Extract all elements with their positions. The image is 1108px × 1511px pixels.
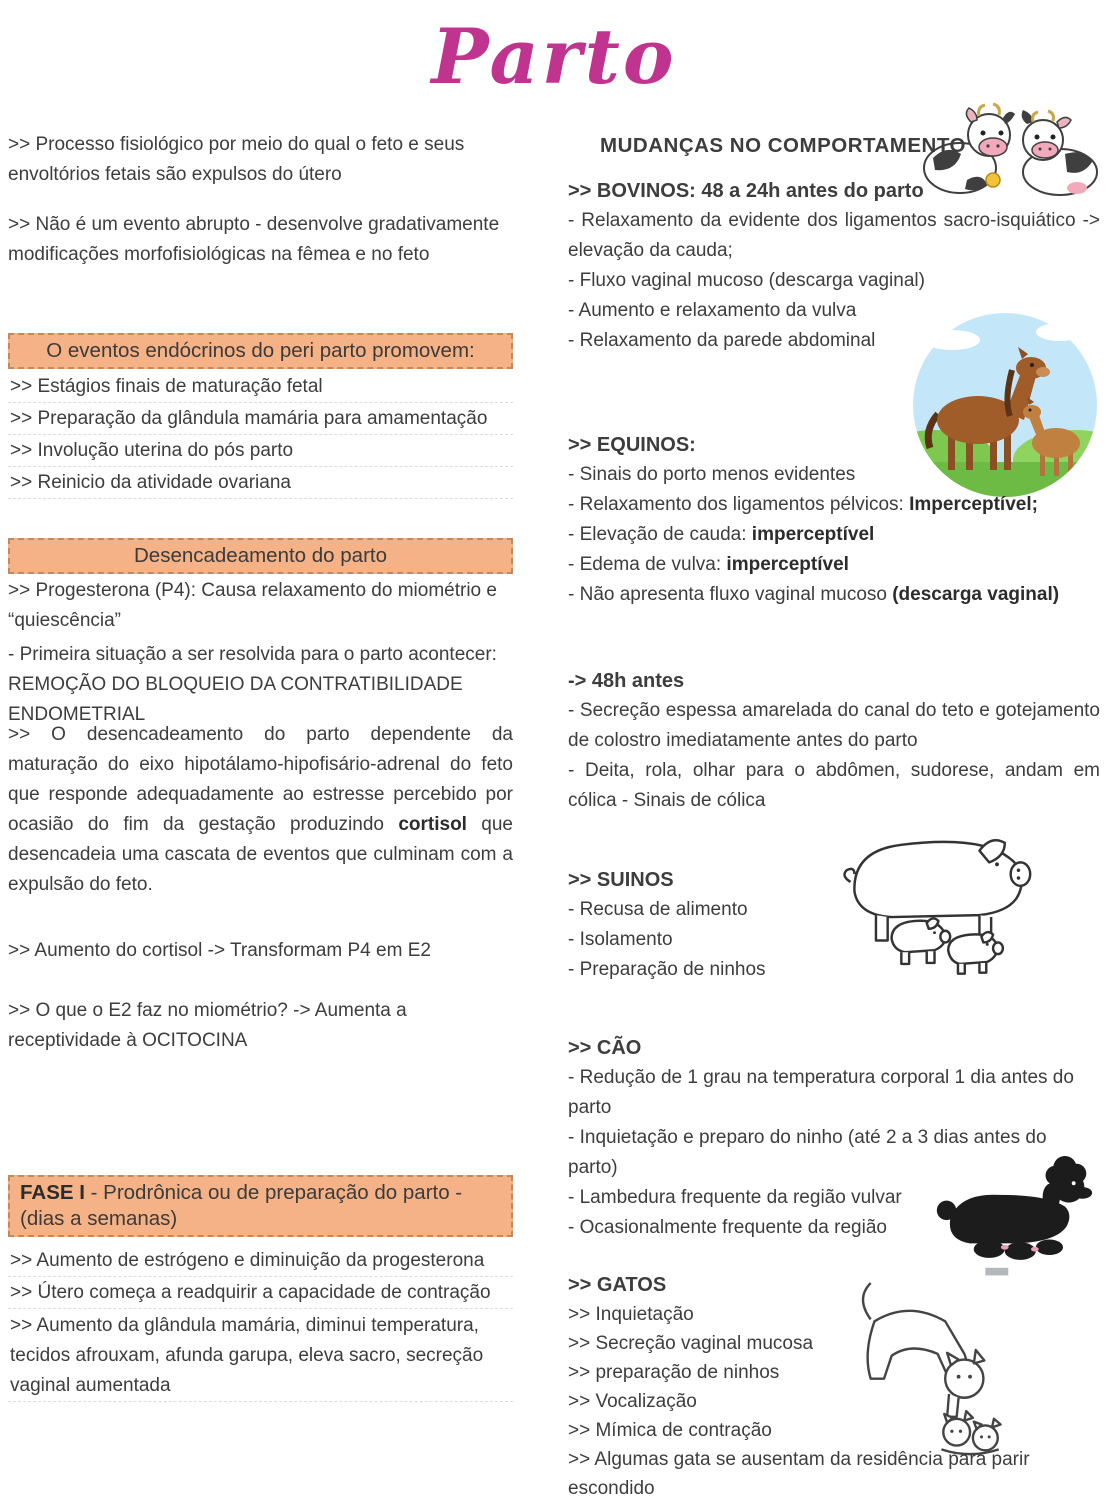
cao-item: - Inquietação e preparo do ninho (até 2 a 3 dias antes do parto)	[568, 1127, 1047, 1178]
suinos-item: - Recusa de alimento	[568, 899, 748, 920]
section-header-mudancas: MUDANÇAS NO COMPORTAMENTO	[600, 134, 966, 157]
highlight-box-fase1	[8, 1175, 513, 1237]
equinos-item-text: - Elevação de cauda:	[568, 524, 752, 545]
poodle-icon	[931, 1150, 1096, 1262]
equinos-item	[568, 550, 1100, 580]
highlight-box-endocrine-events: O eventos endócrinos do peri parto promovem:	[8, 333, 513, 369]
behavior-header-row	[568, 134, 1100, 158]
left-column	[8, 118, 513, 1510]
bovinos-item: - Fluxo vaginal mucoso (descarga vaginal)	[568, 270, 925, 291]
fase1-list	[8, 1245, 513, 1402]
equinos-item-bold: imperceptível	[726, 554, 849, 575]
equinos-item-text: - Não apresenta fluxo vaginal mucoso	[568, 584, 893, 605]
bovinos-title: >> BOVINOS: 48 a 24h antes do parto	[568, 180, 924, 202]
columns	[8, 118, 1100, 1510]
cao-item: - Redução de 1 grau na temperatura corporal 1 dia antes do parto	[568, 1067, 1074, 1118]
equinos-item-bold: (descarga vaginal)	[892, 584, 1060, 605]
h48-item: - Secreção espessa amarelada do canal do teto e gotejamento de colostro imediatamente antes do parto	[568, 700, 1100, 751]
bovinos-item: - Relaxamento da evidente dos ligamentos sacro-isquiático -> elevação da cauda;	[568, 210, 1100, 261]
bovinos-item: - Relaxamento da parede abdominal	[568, 330, 876, 351]
cao-item: - Ocasionalmente frequente da região	[568, 1217, 887, 1238]
desencadeamento-text-1: >> O desencadeamento do parto dependente da maturação do eixo hipotálamo-hipofisário-adrenal do feto que responde adequadamente ao estresse percebido por ocasião do fim da gestação produzindo	[8, 724, 513, 835]
gatos-item: >> Vocalização	[568, 1391, 697, 1412]
intro-paragraph-2: >> Não é um evento abrupto - desenvolve gradativamente modificações morfofisiológicas na fêmea e no feto	[8, 214, 500, 265]
cortisol-bold-text: cortisol	[398, 814, 467, 835]
equinos-item	[568, 580, 1100, 610]
page-title: Parto	[431, 12, 677, 101]
list-item: >> Involução uterina do pós parto	[8, 435, 513, 467]
list-item: >> Aumento da glândula mamária, diminui temperatura, tecidos afrouxam, afunda garupa, eleva sacro, secreção vaginal aumentada	[8, 1309, 513, 1402]
suinos-title: >> SUINOS	[568, 869, 674, 891]
fase1-bold-text: FASE I	[20, 1181, 85, 1204]
equinos-item-bold: Imperceptível;	[909, 494, 1038, 515]
equinos-item-bold: imperceptível	[751, 524, 875, 545]
primeira-situacao-paragraph: - Primeira situação a ser resolvida para o parto acontecer: REMOÇÃO DO BLOQUEIO DA CONTRATIBILIDADE ENDOMETRIAL	[8, 644, 497, 725]
suinos-item: - Isolamento	[568, 929, 673, 950]
suinos-item: - Preparação de ninhos	[568, 959, 766, 980]
h48-item: - Deita, rola, olhar para o abdômen, sudorese, andam em cólica - Sinais de cólica	[568, 760, 1100, 811]
equinos-title: >> EQUINOS:	[568, 434, 696, 456]
h48-section	[568, 666, 1100, 816]
list-item: >> Estágios finais de maturação fetal	[8, 371, 513, 403]
equinos-item-text: - Edema de vulva:	[568, 554, 727, 575]
fase1-rest-text: - Prodrônica ou de preparação do parto - (dias a semanas)	[20, 1181, 463, 1230]
bovinos-item: - Aumento e relaxamento da vulva	[568, 300, 857, 321]
gatos-section	[568, 1270, 1100, 1503]
h48-title: -> 48h antes	[568, 670, 685, 692]
list-item: >> Reinicio da atividade ovariana	[8, 467, 513, 499]
gatos-item: >> Mímica de contração	[568, 1420, 772, 1441]
dog-illustration	[931, 1150, 1096, 1262]
equinos-item	[568, 490, 1100, 520]
cao-item: - Lambedura frequente da região vulvar	[568, 1187, 902, 1208]
progesterona-paragraph: >> Progesterona (P4): Causa relaxamento do miométrio e “quiescência”	[8, 580, 497, 631]
cortisol-e2-paragraph: >> Aumento do cortisol -> Transformam P4 em E2	[8, 940, 431, 961]
intro-paragraph-1: >> Processo fisiológico por meio do qual o feto e seus envoltórios fetais são expulsos do útero	[8, 134, 465, 185]
gatos-item: >> Algumas gata se ausentam da residência para parir escondido	[568, 1449, 1030, 1499]
endocrine-events-list	[8, 371, 513, 499]
gatos-item: >> Inquietação	[568, 1304, 694, 1325]
suinos-section	[568, 865, 1100, 985]
highlight-box-desencadeamento: Desencadeamento do parto	[8, 538, 513, 574]
right-column	[568, 118, 1100, 1510]
gatos-title: >> GATOS	[568, 1274, 667, 1296]
cao-title: >> CÃO	[568, 1037, 642, 1059]
desencadeamento-paragraph	[8, 720, 513, 900]
gatos-item: >> preparação de ninhos	[568, 1362, 780, 1383]
list-item: >> Útero começa a readquirir a capacidade de contração	[8, 1277, 513, 1309]
list-item: >> Preparação da glândula mamária para amamentação	[8, 403, 513, 435]
list-item: >> Aumento de estrógeno e diminuição da progesterona	[8, 1245, 513, 1277]
equinos-section	[568, 430, 1100, 610]
gatos-item: >> Secreção vaginal mucosa	[568, 1333, 814, 1354]
equinos-item-text: - Relaxamento dos ligamentos pélvicos:	[568, 494, 910, 515]
desencadeamento-text-2: que desencadeia uma cascata de eventos que culminam com a expulsão do feto.	[8, 814, 514, 895]
e2-miometrio-paragraph: >> O que o E2 faz no miométrio? -> Aumenta a receptividade à OCITOCINA	[8, 1000, 407, 1051]
equinos-item	[568, 520, 1100, 550]
equinos-item: - Sinais do porto menos evidentes	[568, 464, 856, 485]
